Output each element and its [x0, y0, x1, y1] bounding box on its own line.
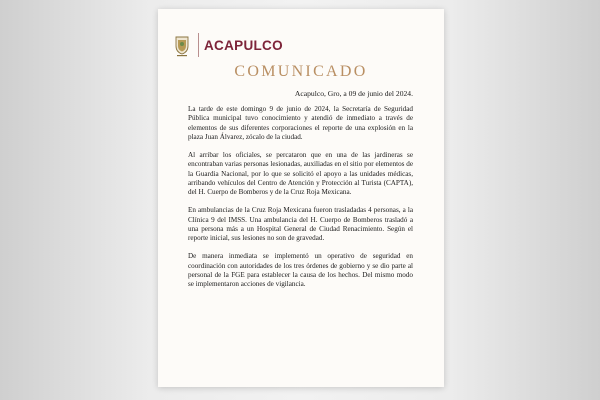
header-divider [198, 33, 199, 57]
brand-name: ACAPULCO [204, 37, 283, 53]
paragraph-4: De manera inmediata se implementó un operativo de seguridad en coordinación con autoridades de los tres órdenes de gobierno y se dio parte al personal de la FGE para establecer la causa de los hechos. Del mismo modo se implementaron acciones de vigilancia. [188, 252, 413, 288]
document-page [158, 9, 444, 387]
paragraph-2: Al arribar los oficiales, se percataron que en una de las jardineras se encontraban varias personas lesionadas, auxiliadas en el sitio por elementos de la Guardia Nacional, por lo que se solicitó el apoyo a las unidades médicas, arribando vehículos del Centro de Atención y Protección al Turista (CAPTA), del H. Cuerpo de Bomberos y de la Cruz Roja Mexicana. [188, 151, 413, 196]
document-body [188, 89, 413, 298]
document-date: Acapulco, Gro, a 09 de junio del 2024. [294, 89, 413, 98]
paragraph-1: La tarde de este domingo 9 de junio de 2024, la Secretaría de Seguridad Pública municipal tuvo conocimiento y atendió de inmediato a través de elementos de sus diferentes corporaciones el reporte de una explosión en la plaza Juan Álvarez, zócalo de la ciudad. [188, 105, 413, 141]
paragraph-3: En ambulancias de la Cruz Roja Mexicana fueron trasladadas 4 personas, a la Clínica 9 del IMSS. Una ambulancia del H. Cuerpo de Bomberos trasladó a una persona más a un Hospital General de Ciudad Renacimiento. Según el reporte inicial, sus lesiones no son de gravedad. [188, 206, 413, 242]
municipal-crest-icon [172, 32, 192, 58]
page-title: COMUNICADO [234, 63, 368, 80]
letterhead [172, 31, 283, 59]
